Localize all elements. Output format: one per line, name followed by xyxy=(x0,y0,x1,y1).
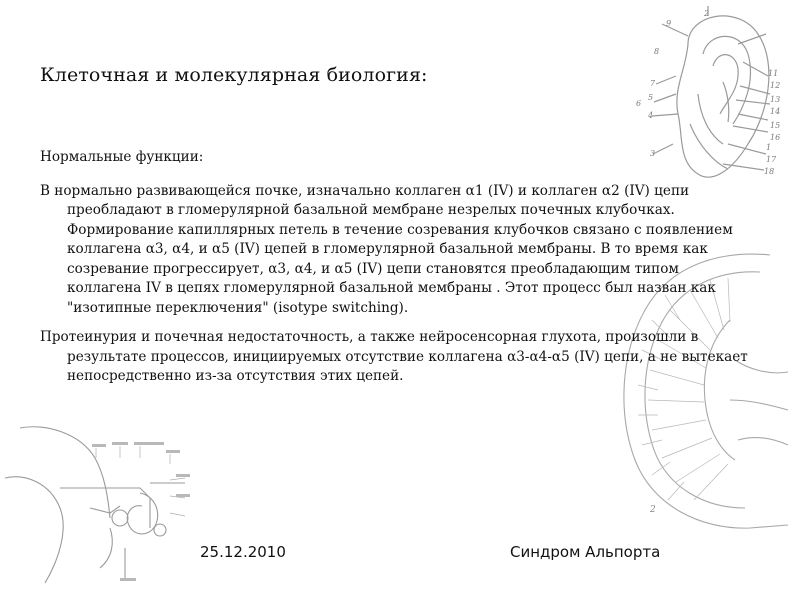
ear-label: 8 xyxy=(654,47,660,56)
footer-title: Синдром Альпорта xyxy=(510,543,661,561)
slide-content xyxy=(40,148,750,397)
ear-label: 1 xyxy=(766,143,772,152)
ear-label: 2 xyxy=(704,9,710,18)
ear-label: 4 xyxy=(648,111,654,120)
slide-title: Клеточная и молекулярная биология: xyxy=(40,64,428,86)
ear-label: 15 xyxy=(770,121,781,130)
footer-date: 25.12.2010 xyxy=(200,543,286,561)
ear-label: 12 xyxy=(770,81,781,90)
ear-label: 14 xyxy=(770,107,781,116)
ear-label: 7 xyxy=(650,79,656,88)
inner-ear-illustration xyxy=(0,418,200,595)
ear-label: 16 xyxy=(770,133,781,142)
ear-label: 9 xyxy=(666,19,672,28)
paragraph: В нормально развивающейся почке, изначально коллаген α1 (IV) и коллаген α2 (IV) цепи преобладают в гломерулярной базальной мембране незрелых почечных клубочках. Формирование капиллярных петель в течение созревания клубочков связано с появлением коллагена α3, α4, и α5 (IV) цепей в гломерулярной базальной мембраны. В то время как созревание прогрессирует, α3, α4, и α5 (IV) цепи становятся преобладающим типом коллагена IV в цепях гломерулярной базальной мембраны . Этот процесс был назван как "изотипные переключения" (isotype switching). xyxy=(40,182,733,316)
ear-label: 11 xyxy=(768,69,779,78)
paragraph: Протеинурия и почечная недостаточность, а также нейросенсорная глухота, произошли в результате процессов, инициируемых отсутствие коллагена α3-α4-α5 (IV) цепи, а не вытекает непосредственно из-за отсутствия этих цепей. xyxy=(40,329,748,384)
ear-label: 3 xyxy=(650,149,656,158)
ear-label: 6 xyxy=(636,99,642,108)
ear-label: 13 xyxy=(770,95,781,104)
ear-label: 5 xyxy=(648,93,654,102)
kidney-label: 2 xyxy=(650,505,656,515)
ear-label: 17 xyxy=(766,155,777,164)
ear-label: 18 xyxy=(764,167,775,176)
subheading: Нормальные функции: xyxy=(40,149,204,165)
